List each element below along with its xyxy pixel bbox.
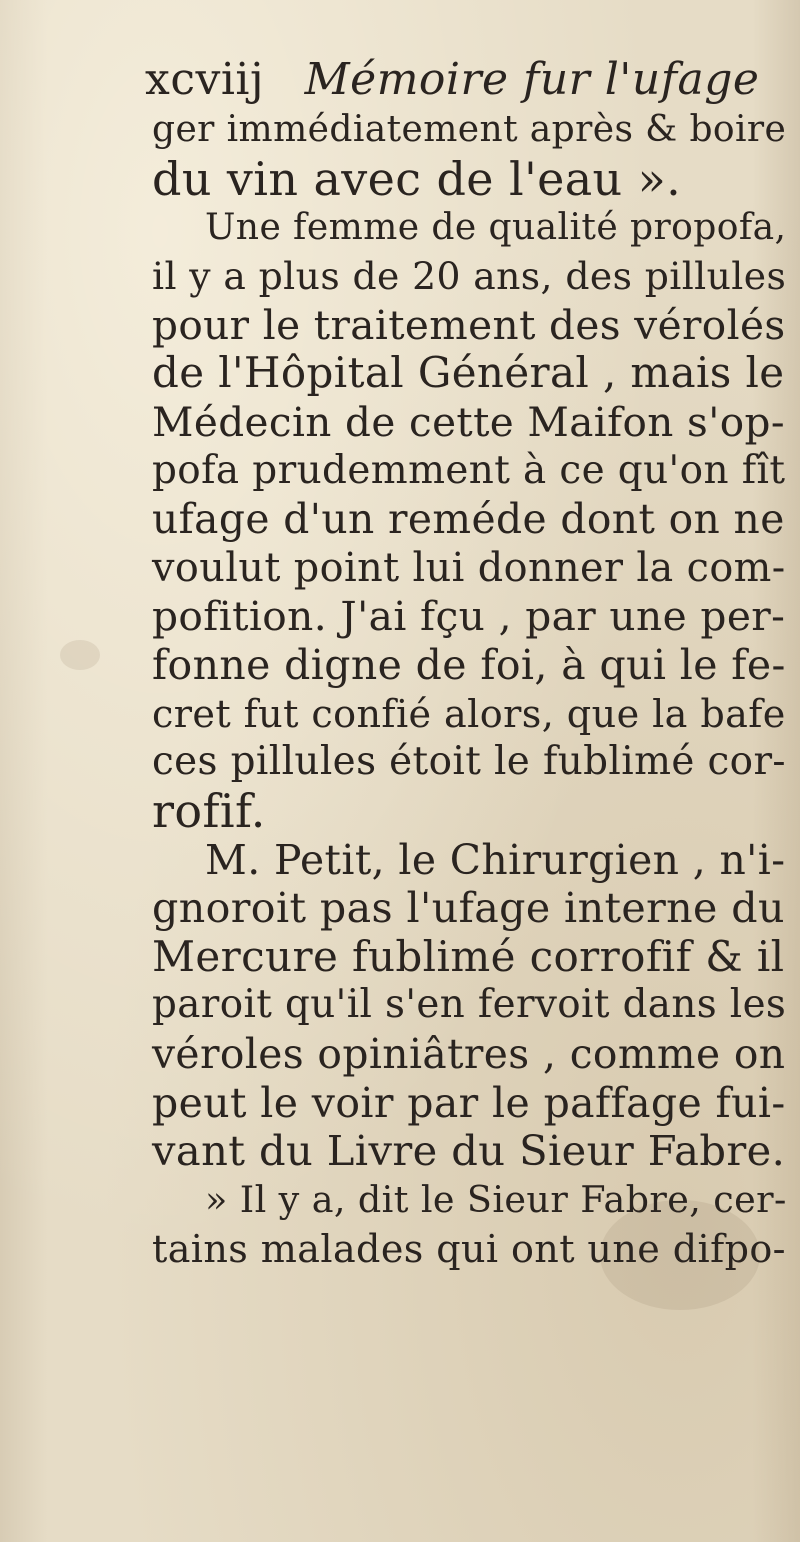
running-title: Mémoire fur l'ufage (304, 54, 760, 105)
text-line: vant du Livre du Sieur Fabre. (152, 1126, 786, 1175)
text-line: voulut point lui donner la com- (152, 545, 786, 591)
text-line: pofa prudemment à ce qu'on fît (152, 448, 786, 493)
text-line: ger immédiatement après & boire (152, 109, 787, 150)
paper-stain (60, 640, 100, 670)
text-line: Une femme de qualité propofa, (205, 206, 787, 248)
text-line: rofif. (152, 784, 266, 838)
text-line: cret fut confié alors, que la bafe (152, 692, 786, 736)
text-line: peut le voir par le paffage fui- (152, 1079, 786, 1127)
text-line: de l'Hôpital Général , mais le (152, 348, 785, 397)
text-line: pour le traitement des vérolés (152, 301, 786, 349)
text-line: Mercure fublimé corrofif & il (152, 932, 785, 981)
text-line: M. Petit, le Chirurgien , n'i- (205, 836, 786, 884)
text-line: du vin avec de l'eau ». (152, 152, 682, 206)
text-line: pofition. J'ai fçu , par une per- (152, 592, 786, 640)
text-line: ufage d'un reméde dont on ne (152, 495, 785, 543)
text-line: fonne digne de foi, à qui le fe- (152, 641, 786, 689)
text-line: ces pillules étoit le fublimé cor- (152, 739, 786, 784)
text-line: gnoroit pas l'ufage interne du (152, 884, 785, 932)
text-line: véroles opiniâtres , comme on (152, 1030, 786, 1078)
text-line: il y a plus de 20 ans, des pillules (152, 254, 787, 298)
text-line: » Il y a, dit le Sieur Fabre, cer- (205, 1178, 787, 1221)
text-line: tains malades qui ont une difpo- (152, 1227, 786, 1271)
signature-mark: xcviij (145, 54, 265, 105)
text-line: paroit qu'il s'en fervoit dans les (152, 982, 787, 1027)
text-line: Médecin de cette Maifon s'op- (152, 398, 785, 446)
